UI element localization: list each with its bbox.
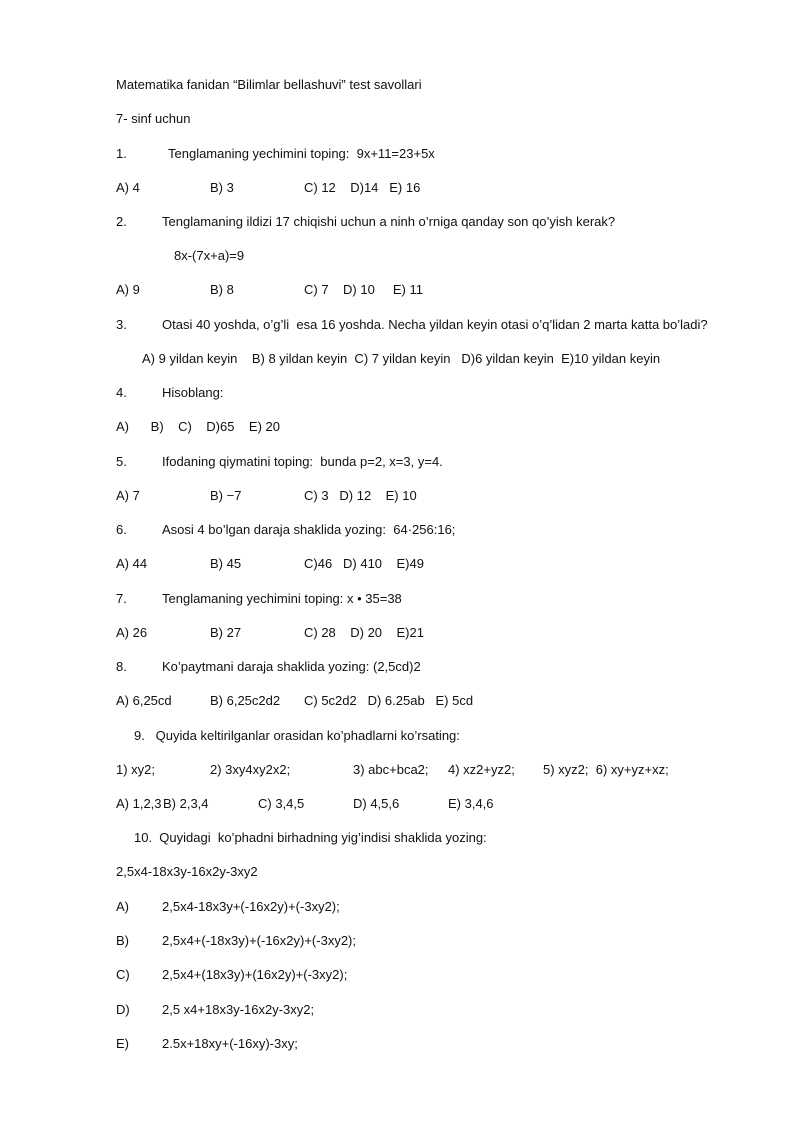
question-7-number: 7.	[116, 591, 127, 606]
question-7-text: Tenglamaning yechimini toping: x • 35=38	[162, 591, 402, 606]
question-1-text: Tenglamaning yechimini toping: 9x+11=23+5x	[168, 146, 435, 161]
question-1-option-a: A) 4	[116, 180, 140, 195]
question-5-options-cde: C) 3 D) 12 E) 10	[304, 488, 417, 503]
question-10-option-value: 2,5x4+(18x3y)+(16x2y)+(-3xy2);	[162, 967, 348, 982]
question-5-option-b: B) −7	[210, 488, 242, 503]
question-8-text: Ko’paytmani daraja shaklida yozing: (2,5cd)2	[162, 659, 421, 674]
question-1-options-cde: C) 12 D)14 E) 16	[304, 180, 421, 195]
question-7-option-b: B) 27	[210, 625, 242, 640]
question-3-number: 3.	[116, 317, 127, 332]
question-10-expression: 2,5x4-18x3y-16x2y-3xy2	[116, 864, 258, 879]
question-10-option-label: C)	[116, 967, 130, 982]
question-10-option-label: D)	[116, 1002, 130, 1017]
question-10-option-label: E)	[116, 1036, 129, 1051]
question-6-option-a: A) 44	[116, 556, 148, 571]
question-2-options-cde: C) 7 D) 10 E) 11	[304, 282, 423, 297]
question-9-answer: A) 1,2,3	[116, 796, 162, 811]
question-2-expression: 8x-(7x+a)=9	[174, 248, 245, 263]
question-9-item: 1) xy2;	[116, 762, 156, 777]
question-2-text: Tenglamaning ildizi 17 chiqishi uchun a ninh o’rniga qanday son qo’yish kerak?	[162, 214, 616, 229]
question-9-item: 5) xyz2; 6) xy+yz+xz;	[543, 762, 669, 777]
document-title: Matematika fanidan “Bilimlar bellashuvi” test savollari	[116, 77, 422, 92]
question-5-text: Ifodaning qiymatini toping: bunda p=2, x=3, y=4.	[162, 454, 443, 469]
question-10-option-label: B)	[116, 933, 129, 948]
question-1-number: 1.	[116, 146, 127, 161]
question-6-number: 6.	[116, 522, 127, 537]
question-9-answer: E) 3,4,6	[448, 796, 494, 811]
question-10-text: 10. Quyidagi ko’phadni birhadning yig’indisi shaklida yozing:	[134, 830, 487, 845]
question-1-option-b: B) 3	[210, 180, 234, 195]
question-10-option-value: 2,5 x4+18x3y-16x2y-3xy2;	[162, 1002, 315, 1017]
question-10-option-label: A)	[116, 899, 129, 914]
question-8-option-b: B) 6,25c2d2	[210, 693, 281, 708]
question-9-item: 3) abc+bca2;	[353, 762, 429, 777]
question-9-item: 2) 3xy4xy2x2;	[210, 762, 291, 777]
question-10-option-value: 2,5x4-18x3y+(-16x2y)+(-3xy2);	[162, 899, 340, 914]
question-9-answer: D) 4,5,6	[353, 796, 400, 811]
question-10-option-value: 2,5x4+(-18x3y)+(-16x2y)+(-3xy2);	[162, 933, 356, 948]
question-8-number: 8.	[116, 659, 127, 674]
question-4-number: 4.	[116, 385, 127, 400]
question-5-option-a: A) 7	[116, 488, 140, 503]
question-2-option-a: A) 9	[116, 282, 140, 297]
question-9-text: 9. Quyida keltirilganlar orasidan ko’phadlarni ko’rsating:	[134, 728, 460, 743]
question-6-option-b: B) 45	[210, 556, 242, 571]
question-8-options-cde: C) 5c2d2 D) 6.25ab E) 5cd	[304, 693, 474, 708]
question-2-number: 2.	[116, 214, 127, 229]
question-3-options: A) 9 yildan keyin B) 8 yildan keyin C) 7 yildan keyin D)6 yildan keyin E)10 yildan keyin	[142, 351, 661, 366]
question-9-answer: C) 3,4,5	[258, 796, 305, 811]
question-2-option-b: B) 8	[210, 282, 234, 297]
question-6-options-cde: C)46 D) 410 E)49	[304, 556, 424, 571]
question-4-text: Hisoblang:	[162, 385, 224, 400]
question-7-options-cde: C) 28 D) 20 E)21	[304, 625, 424, 640]
question-6-text: Asosi 4 bo’lgan daraja shaklida yozing: 64·256:16;	[162, 522, 456, 537]
question-7-option-a: A) 26	[116, 625, 148, 640]
question-8-option-a: A) 6,25cd	[116, 693, 172, 708]
question-3-text: Otasi 40 yoshda, o’g’li esa 16 yoshda. Necha yildan keyin otasi o’q’lidan 2 marta katta bo’ladi?	[162, 317, 708, 332]
grade-label: 7- sinf uchun	[116, 111, 191, 126]
question-9-answer: B) 2,3,4	[163, 796, 209, 811]
question-9-item: 4) xz2+yz2;	[448, 762, 515, 777]
question-10-option-value: 2.5x+18xy+(-16xy)-3xy;	[162, 1036, 298, 1051]
question-5-number: 5.	[116, 454, 127, 469]
question-4-options: A) B) C) D)65 E) 20	[116, 419, 280, 434]
